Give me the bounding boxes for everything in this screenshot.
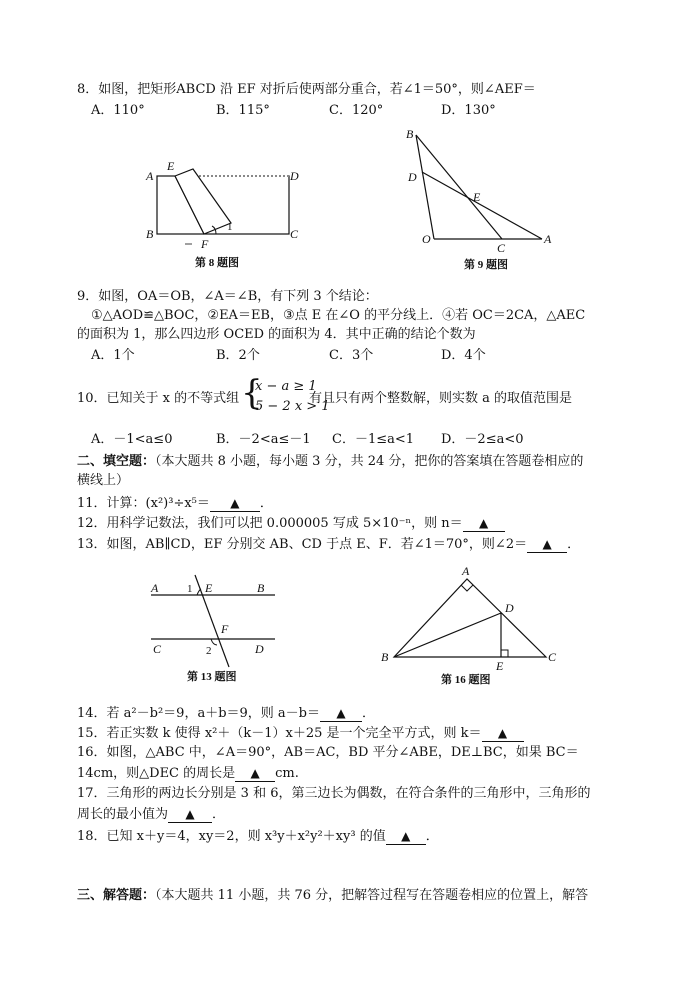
q17-line1: 17．三角形的两边长分别是 3 和 6，第三边长为偶数，在符合条件的三角形中，三角形的 <box>77 786 591 801</box>
q13 <box>77 536 580 553</box>
q18-end: ． <box>425 829 439 844</box>
fig8-label-b: B <box>146 227 154 241</box>
section3-desc: （本大题共 11 小题，共 76 分，把解答过程写在答题卷相应的位置上，解答 <box>155 888 589 903</box>
q11-text: 11．计算：(x²)³÷x⁵＝ <box>77 496 210 511</box>
section2-desc: （本大题共 8 小题，每小题 3 分，共 24 分，把你的答案填在答题卷相应的 <box>155 454 584 469</box>
fig9-line-bc <box>416 135 502 239</box>
q8-option-a: A．110° <box>91 103 145 118</box>
q16-line1: 16．如图，△ABC 中，∠A＝90°，AB＝AC，BD 平分∠ABE，DE⊥BC，如果 BC＝ <box>77 745 579 760</box>
figure-8 <box>140 150 320 275</box>
fig16-label-c: C <box>548 650 557 664</box>
q11-blank: ▲ <box>210 495 260 512</box>
q8-option-d: D．130° <box>441 103 496 118</box>
fig16-label-e: E <box>496 659 504 673</box>
fig8-label-e: E <box>167 159 175 173</box>
fig13-label-a: A <box>151 581 159 595</box>
figure-13 <box>145 565 285 695</box>
fig9-caption: 第 9 题图 <box>464 259 508 271</box>
fig16-label-d: D <box>505 601 514 615</box>
q10-inequality-2: 5 − 2 x > 1 <box>255 399 330 414</box>
fig16-right-angle-a <box>461 585 473 591</box>
fig8-label-f: F <box>201 237 209 251</box>
q8-option-c: C．120° <box>329 103 384 118</box>
fig8-label-d: D <box>290 169 299 183</box>
fig9-line-ob <box>416 135 434 239</box>
q9-option-a: A．1个 <box>91 348 135 363</box>
q13-blank: ▲ <box>527 536 567 553</box>
fig13-label-b: B <box>257 581 265 595</box>
q17-text: 周长的最小值为 <box>77 807 169 822</box>
q17-end: ． <box>212 807 226 822</box>
q11-end: ． <box>259 496 273 511</box>
figure-9 <box>400 125 560 275</box>
fig8-label-c: C <box>290 227 299 241</box>
q17-blank: ▲ <box>168 806 212 823</box>
fig8-label-a: A <box>146 169 154 183</box>
q10-suffix: 有且只有两个整数解，则实数 a 的取值范围是 <box>309 391 573 406</box>
section3-title: 三、解答题： <box>77 888 156 903</box>
q9-line3: 的面积为 1，那么四边形 OCED 的面积为 4．其中正确的结论个数为 <box>77 327 476 342</box>
fig16-triangle-abc <box>394 579 546 657</box>
q10-inequality-1: x − a ≥ 1 <box>255 379 317 394</box>
fig13-label-d: D <box>255 642 264 656</box>
q9-option-d: D．4个 <box>441 348 486 363</box>
section2-title: 二、填空题： <box>77 454 156 469</box>
q14 <box>77 705 375 722</box>
q11 <box>77 495 273 512</box>
fig13-label-1: 1 <box>187 583 193 595</box>
fig13-angle1-arc <box>197 589 201 595</box>
fig9-label-e: E <box>473 190 481 204</box>
q16-blank: ▲ <box>235 765 275 782</box>
q9-option-c: C．3个 <box>329 348 374 363</box>
fig13-label-e: E <box>205 581 213 595</box>
fig13-label-f: F <box>221 622 229 636</box>
q14-end: ． <box>362 706 376 721</box>
q10-option-d: D．－2≤a<0 <box>441 432 524 447</box>
fig16-right-angle-e <box>501 650 508 657</box>
fig16-label-b: B <box>381 650 389 664</box>
q18 <box>77 828 439 845</box>
q13-text: 13．如图，AB∥CD，EF 分别交 AB、CD 于点 E、F．若∠1＝70°，则∠2＝ <box>77 537 528 552</box>
q10-system-brace: { <box>241 373 263 413</box>
q10-option-c: C．－1≤a<1 <box>332 432 415 447</box>
q13-end: ． <box>567 537 581 552</box>
q16-line2 <box>77 765 299 782</box>
fig9-line-da <box>422 172 542 239</box>
q8-text: 8．如图，把矩形ABCD 沿 EF 对折后使两部分重合，若∠1＝50°，则∠AEF＝ <box>77 82 536 97</box>
section2-desc-cont: 横线上） <box>77 473 130 488</box>
q14-text: 14．若 a²－b²＝9，a＋b＝9，则 a－b＝ <box>77 706 320 721</box>
fig13-angle2-arc <box>211 639 217 645</box>
q12 <box>77 515 505 532</box>
q15 <box>77 725 524 742</box>
q16-text: 14cm，则△DEC 的周长是 <box>77 766 236 781</box>
q8-option-b: B．115° <box>216 103 270 118</box>
q18-blank: ▲ <box>386 828 426 845</box>
fig8-angle-label: 1 <box>227 221 233 233</box>
q16-unit: cm. <box>275 766 299 781</box>
q10-prefix: 10．已知关于 x 的不等式组 <box>77 391 240 406</box>
q18-text: 18．已知 x＋y＝4，xy＝2，则 x³y＋x²y²＋xy³ 的值 <box>77 829 386 844</box>
q15-blank: ▲ <box>482 725 524 742</box>
q9-option-b: B．2个 <box>216 348 260 363</box>
q15-text: 15．若正实数 k 使得 x²＋（k－1）x＋25 是一个完全平方式，则 k＝ <box>77 726 482 741</box>
q9-line2: ①△AOD≌△BOC，②EA＝EB，③点 E 在∠O 的平分线上．④若 OC＝2CA，△AEC <box>91 308 586 323</box>
figure-16 <box>375 560 575 690</box>
fig9-label-b: B <box>406 127 414 141</box>
fig9-label-c: C <box>497 241 506 255</box>
q17-line2 <box>77 806 225 823</box>
q12-blank: ▲ <box>463 515 505 532</box>
section3-heading <box>77 888 588 904</box>
fig13-label-2: 2 <box>206 645 212 657</box>
fig8-folded-flap <box>175 169 231 234</box>
q10-option-b: B．－2<a≤－1 <box>216 432 311 447</box>
fig9-label-a: A <box>544 232 552 246</box>
fig13-caption: 第 13 题图 <box>187 671 237 683</box>
fig16-caption: 第 16 题图 <box>441 674 491 686</box>
q14-blank: ▲ <box>320 705 362 722</box>
q10-option-a: A．－1<a≤0 <box>91 432 173 447</box>
fig9-label-o: O <box>422 232 431 246</box>
section2-heading <box>77 454 583 470</box>
q9-line1: 9．如图，OA＝OB，∠A＝∠B，有下列 3 个结论： <box>77 289 378 304</box>
fig16-label-a: A <box>462 564 470 578</box>
fig8-caption: 第 8 题图 <box>195 257 239 269</box>
fig16-line-bd <box>394 613 501 657</box>
fig13-label-c: C <box>153 642 162 656</box>
q12-text: 12．用科学记数法，我们可以把 0.000005 写成 5×10⁻ⁿ，则 n＝ <box>77 516 463 531</box>
fig9-label-d: D <box>408 170 417 184</box>
